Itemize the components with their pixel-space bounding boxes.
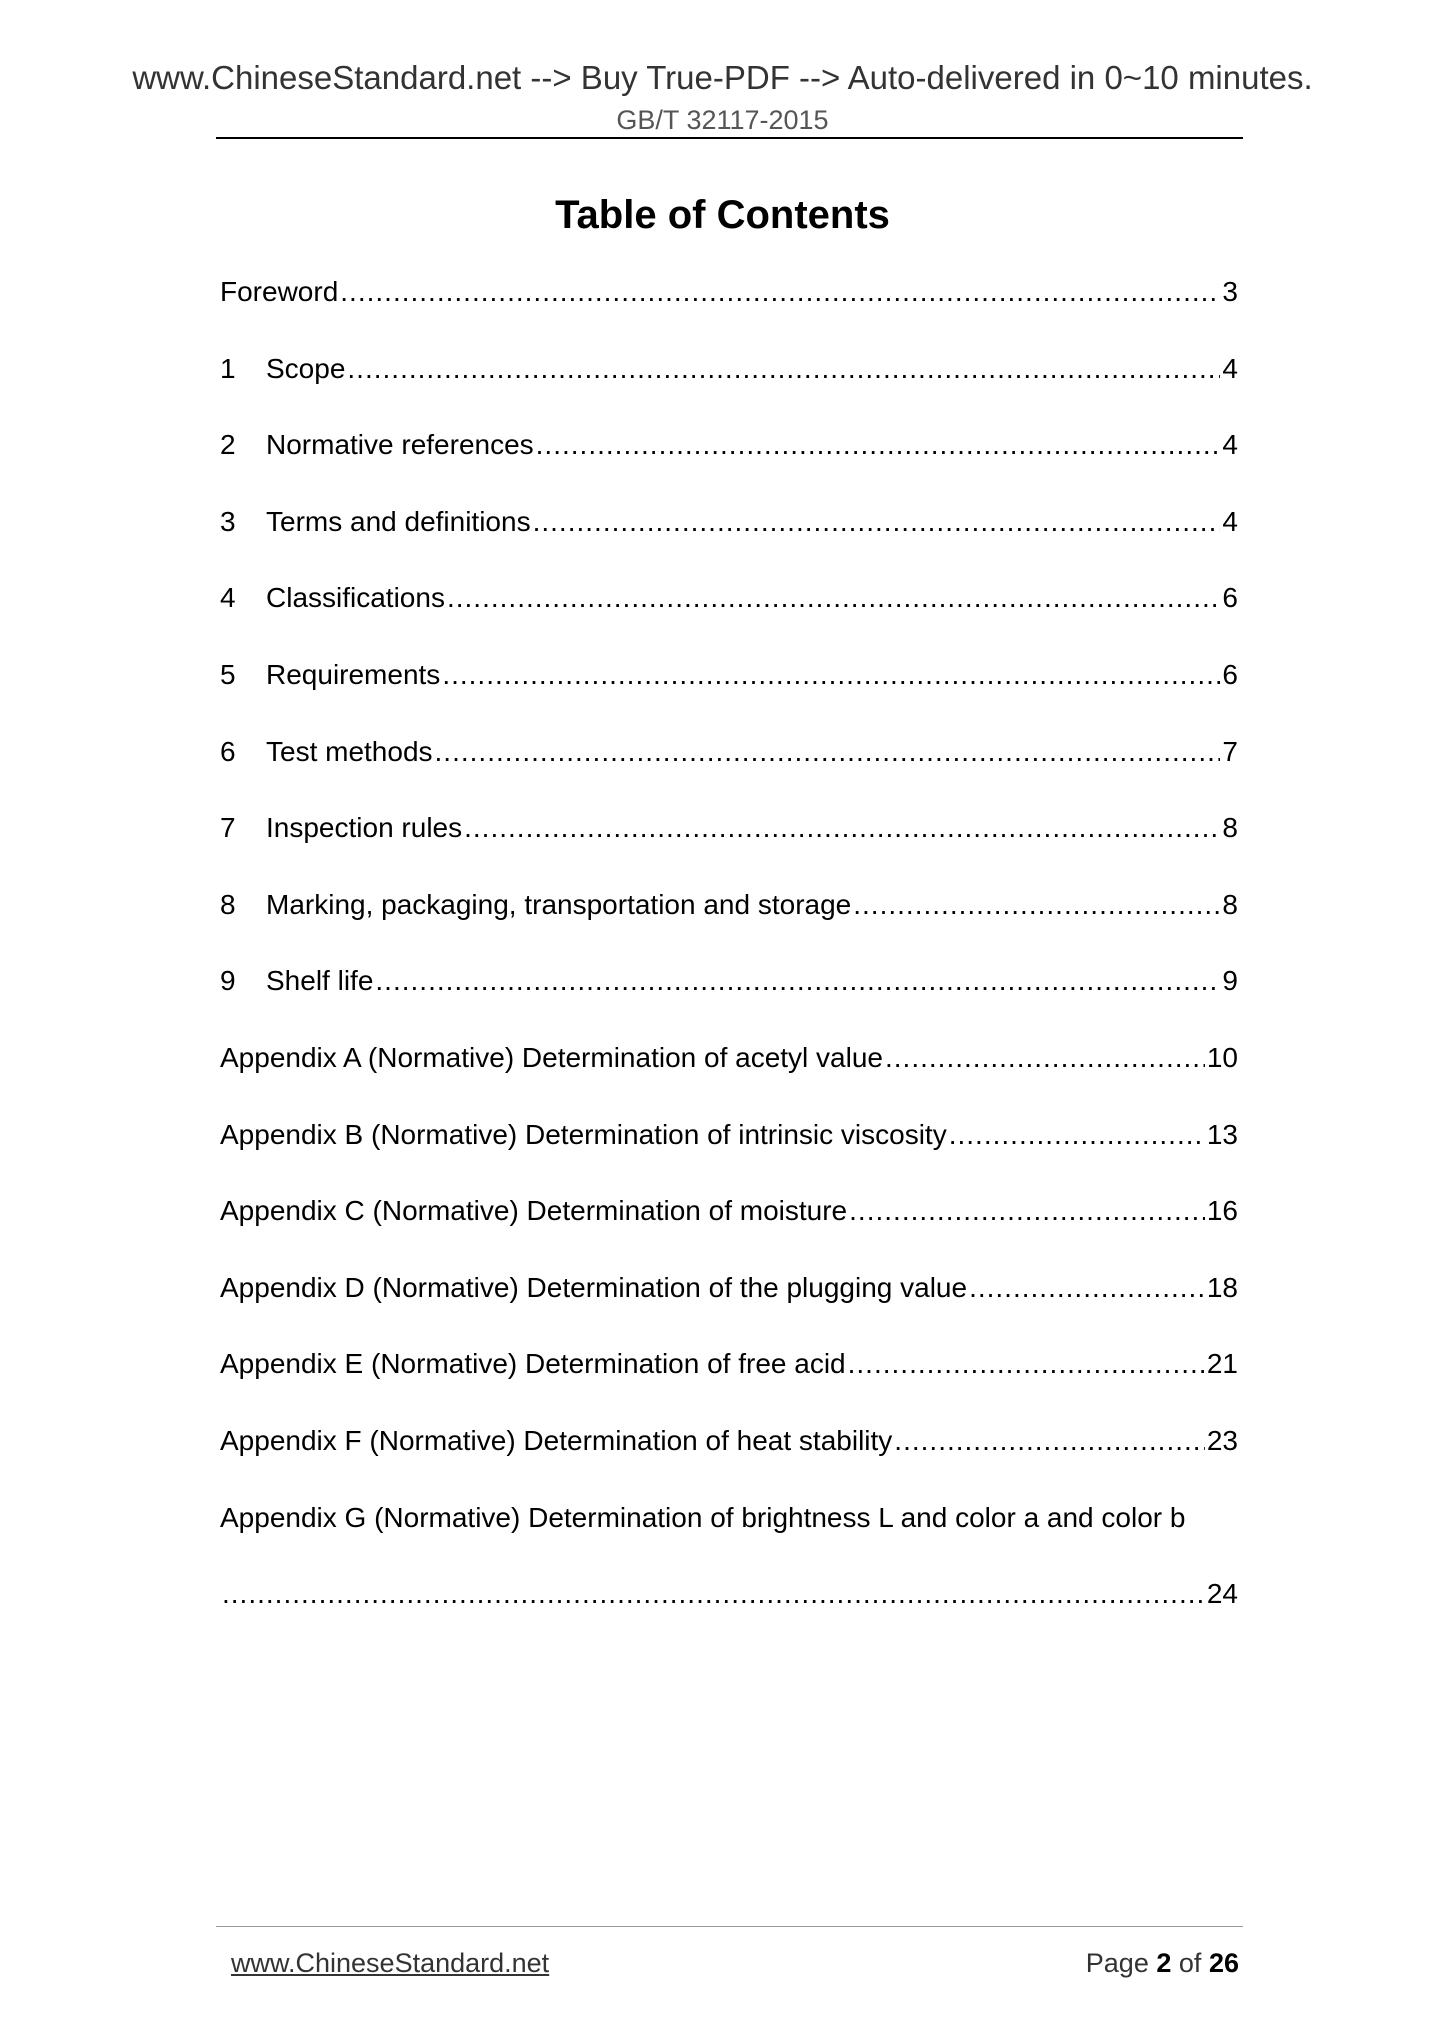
toc-entry-page: 23 xyxy=(1206,1424,1238,1456)
toc-entry-appendix-b[interactable] xyxy=(220,1115,1238,1192)
page-prefix: Page xyxy=(1085,1948,1149,1978)
header-divider xyxy=(216,137,1243,139)
toc-entry-page: 10 xyxy=(1206,1041,1238,1073)
toc-dot-leader xyxy=(347,349,1220,389)
toc-entry-page: 24 xyxy=(1206,1578,1238,1610)
toc-entry-label: Normative references xyxy=(266,429,534,461)
toc-dot-leader xyxy=(848,1344,1205,1384)
toc-entry-label: Requirements xyxy=(266,658,441,690)
toc-dot-leader xyxy=(849,1191,1205,1231)
toc-dot-leader xyxy=(885,1038,1205,1078)
page-title: Table of Contents xyxy=(555,193,890,237)
toc-entry-appendix-g[interactable] xyxy=(220,1498,1238,1651)
toc-entry-page: 13 xyxy=(1206,1118,1238,1150)
toc-entry-appendix-f[interactable] xyxy=(220,1421,1238,1498)
footer-divider xyxy=(216,1926,1243,1927)
page-total: 26 xyxy=(1208,1948,1239,1978)
toc-entry-requirements[interactable] xyxy=(220,655,1238,732)
toc-dot-leader xyxy=(375,961,1220,1001)
toc-entry-number: 6 xyxy=(220,735,236,767)
toc-dot-leader xyxy=(464,808,1220,848)
toc-entry-number: 9 xyxy=(220,965,236,997)
toc-entry-page: 4 xyxy=(1222,429,1238,461)
toc-dot-leader xyxy=(340,272,1220,312)
toc-entry-page: 16 xyxy=(1206,1195,1238,1227)
toc-entry-label: Appendix D (Normative) Determination of the plugging value xyxy=(220,1271,968,1303)
toc-entry-number: 2 xyxy=(220,429,236,461)
toc-entry-number: 3 xyxy=(220,505,236,537)
toc-entry-page: 6 xyxy=(1222,582,1238,614)
toc-dot-leader xyxy=(853,885,1220,925)
toc-entry-page: 4 xyxy=(1222,505,1238,537)
toc-entry-number: 4 xyxy=(220,582,236,614)
toc-entry-number: 8 xyxy=(220,888,236,920)
footer-website-link[interactable]: www.ChineseStandard.net xyxy=(231,1948,550,1978)
toc-dot-leader xyxy=(969,1268,1205,1308)
toc-entry-label: Appendix E (Normative) Determination of free acid xyxy=(220,1348,846,1380)
toc-entry-page: 4 xyxy=(1222,352,1238,384)
table-of-contents xyxy=(220,272,1238,1651)
toc-entry-label: Shelf life xyxy=(266,965,374,997)
toc-entry-page: 8 xyxy=(1222,812,1238,844)
toc-entry-label: Inspection rules xyxy=(266,812,463,844)
page-current: 2 xyxy=(1156,1948,1172,1978)
toc-dot-leader xyxy=(536,425,1221,465)
toc-entry-page: 9 xyxy=(1222,965,1238,997)
document-code: GB/T 32117-2015 xyxy=(616,105,829,135)
header-banner: www.ChineseStandard.net --> Buy True-PDF --> Auto-delivered in 0~10 minutes. xyxy=(132,59,1313,96)
toc-entry-appendix-e[interactable] xyxy=(220,1344,1238,1421)
toc-dot-leader xyxy=(442,655,1220,695)
toc-entry-terms-and-definitions[interactable] xyxy=(220,502,1238,579)
toc-entry-page: 7 xyxy=(1222,735,1238,767)
toc-entry-label: Appendix G (Normative) Determination of brightness L and color a and color b xyxy=(220,1501,1186,1533)
toc-entry-page: 3 xyxy=(1222,276,1238,307)
toc-dot-leader xyxy=(447,578,1220,618)
toc-entry-page: 18 xyxy=(1206,1271,1238,1303)
toc-entry-appendix-d[interactable] xyxy=(220,1268,1238,1345)
toc-entry-label: Foreword xyxy=(220,276,339,307)
toc-entry-inspection-rules[interactable] xyxy=(220,808,1238,885)
toc-entry-shelf-life[interactable] xyxy=(220,961,1238,1038)
page-of: of xyxy=(1178,1948,1202,1978)
toc-entry-number: 1 xyxy=(220,352,236,384)
toc-entry-label: Marking, packaging, transportation and storage xyxy=(266,888,852,920)
page-number xyxy=(1086,1946,1239,1980)
toc-entry-normative-references[interactable] xyxy=(220,425,1238,502)
toc-entry-marking-packaging[interactable] xyxy=(220,885,1238,962)
toc-dot-leader xyxy=(222,1574,1205,1614)
toc-entry-label: Scope xyxy=(266,352,346,384)
toc-entry-appendix-c[interactable] xyxy=(220,1191,1238,1268)
toc-entry-label: Test methods xyxy=(266,735,433,767)
toc-dot-leader xyxy=(533,502,1221,542)
toc-entry-page: 8 xyxy=(1222,888,1238,920)
toc-dot-leader xyxy=(435,732,1221,772)
toc-entry-label: Appendix B (Normative) Determination of intrinsic viscosity xyxy=(220,1118,947,1150)
toc-entry-scope[interactable] xyxy=(220,349,1238,426)
toc-entry-number: 5 xyxy=(220,658,236,690)
toc-entry-number: 7 xyxy=(220,812,236,844)
toc-entry-label: Terms and definitions xyxy=(266,505,531,537)
toc-entry-label: Appendix F (Normative) Determination of heat stability xyxy=(220,1424,893,1456)
toc-entry-label: Appendix A (Normative) Determination of acetyl value xyxy=(220,1041,883,1073)
toc-dot-leader xyxy=(894,1421,1205,1461)
toc-dot-leader xyxy=(949,1115,1205,1155)
toc-entry-test-methods[interactable] xyxy=(220,732,1238,809)
toc-entry-foreword[interactable] xyxy=(220,272,1238,349)
toc-entry-appendix-a[interactable] xyxy=(220,1038,1238,1115)
toc-entry-continuation xyxy=(220,1574,1238,1651)
toc-entry-classifications[interactable] xyxy=(220,578,1238,655)
toc-entry-page: 21 xyxy=(1206,1348,1238,1380)
toc-entry-label: Appendix C (Normative) Determination of moisture xyxy=(220,1195,848,1227)
toc-entry-page: 6 xyxy=(1222,658,1238,690)
toc-entry-label: Classifications xyxy=(266,582,445,614)
